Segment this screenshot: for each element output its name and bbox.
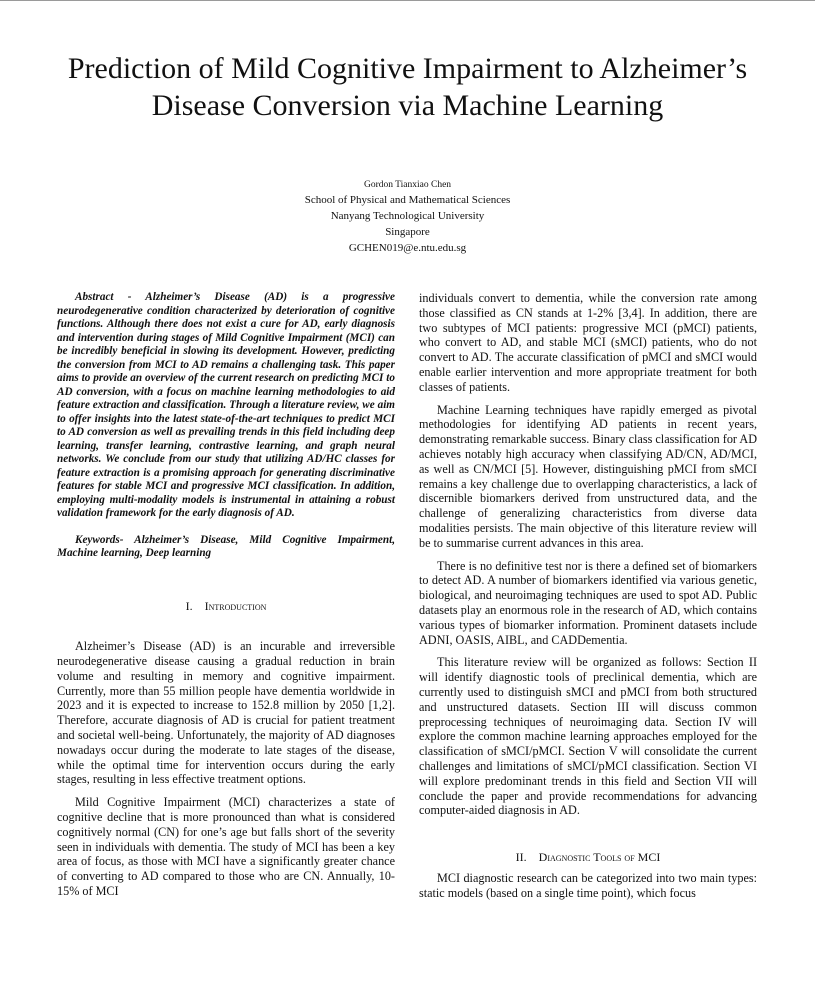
section-heading-introduction: [57, 599, 395, 614]
section-title: Introduction: [204, 598, 267, 613]
section-numeral: I.: [185, 598, 193, 613]
body-paragraph-4: This literature review will be organized as follows: Section II will identify diagnostic tools of preclinical dementia, which are currently used to distinguish sMCI and pMCI from both structured and unstructured datasets. Section III will discuss common preprocessing techniques of neuroimaging data. Section IV will explore the common machine learning approaches employed for the classification of sMCI/pMCI. Section V will consolidate the current challenges and limitations of sMCI/pMCI classification. Section VI will explore predominant trends in this field and Section VII will conclude the paper and provide recommendations for advancing computer-aided diagnosis in AD.: [419, 655, 757, 818]
intro-paragraph-2: Mild Cognitive Impairment (MCI) characterizes a state of cognitive decline that is more pronounced than what is considered cognitively normal (CN) for one’s age but falls short of the severity seen in individuals with dementia. The study of MCI has been a key area of focus, as those with MCI have a significantly greater chance of converting to AD compared to those who are CN. Annually, 10-15% of MCI: [57, 795, 395, 899]
top-border: [0, 0, 815, 1]
right-column: [419, 291, 757, 900]
author-affiliation-university: Nanyang Technological University: [330, 210, 485, 222]
author-block: [150, 178, 665, 256]
abstract: Abstract - Alzheimer’s Disease (AD) is a progressive neurodegenerative condition characterized by deterioration of cognitive functions. Although there does not exist a cure for AD, early diagnosis and intervention during stages of Mild Cognitive Impairment (MCI) can be incredibly beneficial in slowing its development. However, predicting the conversion from MCI to AD remains a challenging task. This paper aims to provide an overview of the current research on predicting MCI to AD conversion, with a focus on machine learning methodologies to aid feature extraction and classification. Through a literature review, we aim to offer insights into the latest state-of-the-art techniques to predict MCI to AD conversion as well as prevailing trends in this field including deep learning, transfer learning, contrastive learning, and graph neural networks. We conclude from our study that utilizing AD/HC classes for feature extraction is a promising approach for generating discriminative features for stable MCI and progressive MCI classification. In addition, employing multi-modality models is instrumental in attaining a robust validation framework for the early diagnosis of AD.: [57, 291, 395, 519]
body-paragraph-2: Machine Learning techniques have rapidly emerged as pivotal methodologies for identifying AD patients in recent years, demonstrating remarkable success. Binary class classification for AD achieves notably high accuracy when classifying AD/CN, AD/MCI, as well as CN/MCI [5]. However, distinguishing pMCI from sMCI remains a key challenge due to overlapping characteristics, a lack of discernible biomarkers derived from unstructured data, and the challenge of generalizing characteristics from diverse data modalities persists. The main objective of this literature review will be to summarise current advances in this area.: [419, 402, 757, 550]
author-email: GCHEN019@e.ntu.edu.sg: [348, 242, 467, 254]
section-heading-diagnostic-tools: [419, 850, 757, 865]
author-affiliation-school: School of Physical and Mathematical Sciences: [304, 194, 511, 206]
paper-title: Prediction of Mild Cognitive Impairment to Alzheimer’s Disease Conversion via Machine Learning: [67, 52, 748, 122]
author-country: Singapore: [385, 226, 430, 238]
section-numeral: II.: [515, 850, 527, 865]
body-paragraph-3: There is no definitive test nor is there a defined set of biomarkers to detect AD. A number of biomarkers identified via various genetic, biological, and neuroimaging techniques are used to spot AD. Public datasets play an enormous role in the research of AD, which contains various types of biomarker information. Prominent datasets include ADNI, OASIS, AIBL, and CADDementia.: [419, 558, 757, 647]
intro-paragraph-1: Alzheimer’s Disease (AD) is an incurable and irreversible neurodegenerative disease causing a gradual reduction in brain volume and resulting in memory and cognitive impairment. Currently, more than 55 million people have dementia worldwide in 2023 and it is expected to increase to 152.8 million by 2050 [1,2]. Therefore, accurate diagnosis of AD is crucial for patient treatment and societal well-being. Unfortunately, the majority of AD diagnoses nowadays occur during the moderate to late stages of the disease, while the optimal time for intervention occurs during the early stages, resulting in less effective treatment options.: [57, 639, 395, 787]
section-title: Diagnostic Tools of MCI: [538, 850, 661, 865]
left-column: [57, 291, 395, 899]
keywords: Keywords- Alzheimer’s Disease, Mild Cognitive Impairment, Machine learning, Deep learning: [57, 533, 395, 559]
body-paragraph-5: MCI diagnostic research can be categorized into two main types: static models (based on a single time point), which focus: [419, 870, 757, 900]
body-paragraph-1: individuals convert to dementia, while the conversion rate among those classified as CN stands at 1-2% [3,4]. In addition, there are two subtypes of MCI patients: progressive MCI (pMCI) patients, who convert to AD, and stable MCI (sMCI) patients, who do not convert to AD. The accurate classification of pMCI and sMCI would enable earlier intervention and more appropriate treatment for both classes of patients.: [419, 291, 757, 394]
author-name: Gordon Tianxiao Chen: [363, 180, 452, 190]
